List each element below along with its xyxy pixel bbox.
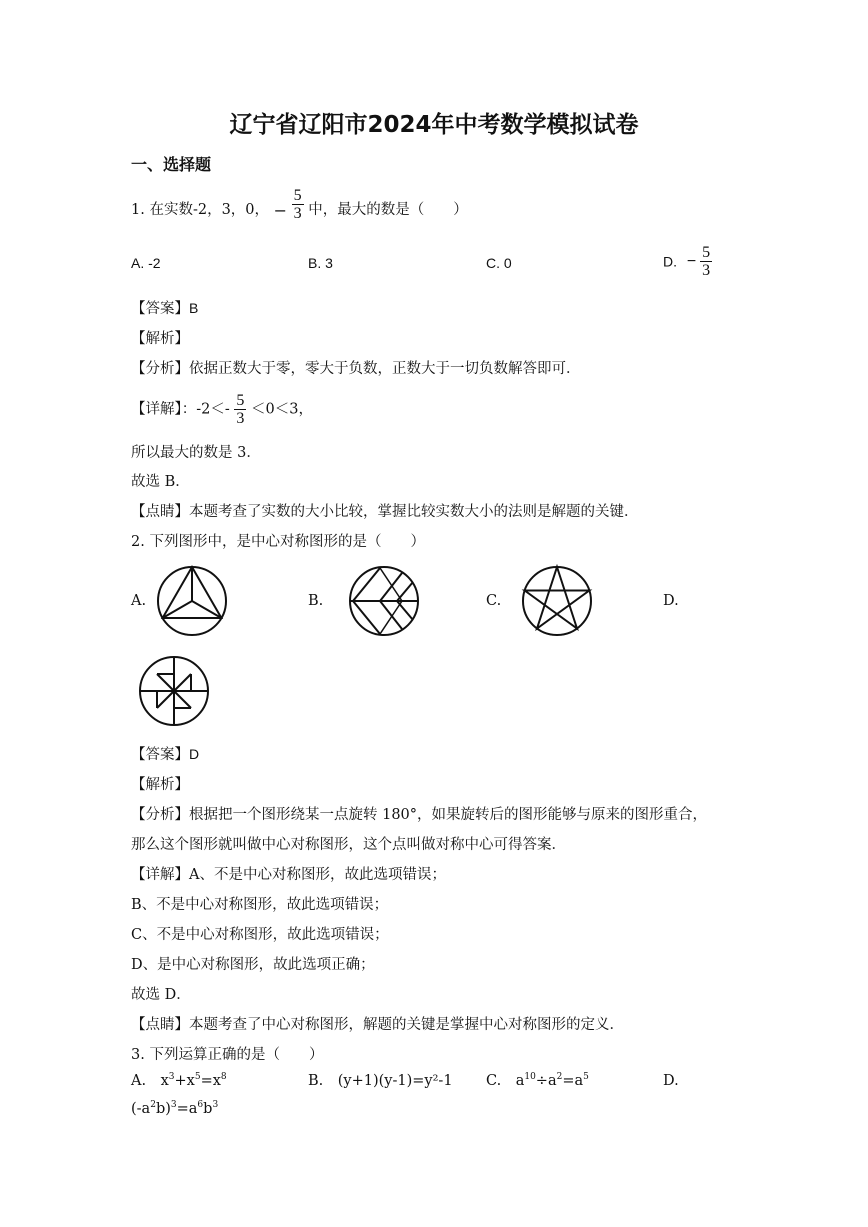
q2-fenxi-line2: 那么这个图形就叫做中心对称图形，这个点叫做对称中心可得答案．	[131, 837, 566, 853]
q1-option-c: C. 0	[486, 255, 512, 271]
q1-answer	[131, 297, 198, 318]
q3-option-b-label: B.	[308, 1073, 324, 1089]
q2-dianjing-text: 本题考查了中心对称图形，解题的关键是掌握中心对称图形的定义．	[189, 1017, 624, 1033]
q1-line-choose: 故选 B．	[131, 474, 190, 490]
page-title: 辽宁省辽阳市2024年中考数学模拟试卷	[229, 112, 639, 138]
q1-fraction-numerator: 5	[293, 186, 302, 204]
q3-option-d-label: D.	[663, 1073, 679, 1089]
q1-analysis-tag: 【解析】	[131, 331, 189, 347]
q1-detail-denominator: 3	[236, 410, 245, 427]
q3-stem: 3. 下列运算正确的是（ ）	[131, 1047, 324, 1063]
q1-detail-text-a: ：-2＜-	[181, 401, 230, 418]
q1-option-d-label: D.	[663, 253, 677, 270]
q1-detail-numerator: 5	[236, 392, 245, 409]
q2-dianjing	[131, 1013, 624, 1034]
q1-option-d	[663, 244, 712, 279]
q1-fenxi-tag: 【分析】	[131, 361, 189, 377]
q1-detail-fraction	[234, 392, 246, 427]
q2-detail-d: D、是中心对称图形，故此选项正确；	[131, 957, 375, 973]
q3-option-c-label: C.	[486, 1073, 502, 1089]
q2-answer-tag: 【答案】	[131, 747, 189, 763]
q3-option-d-expr: $(-a^2b)^3=a^6b^3$	[131, 1100, 219, 1117]
q2-analysis-tag: 【解析】	[131, 777, 189, 793]
q1-stem-text-b: 中，最大的数是（ ）	[308, 202, 468, 218]
q1-option-a: A. -2	[131, 255, 161, 271]
q2-fenxi-tag: 【分析】	[131, 807, 189, 823]
q2-answer-value: D	[189, 746, 200, 762]
q2-option-d-label: D.	[663, 593, 679, 609]
q2-figure-d	[137, 654, 211, 728]
q2-detail-a	[131, 863, 446, 884]
q1-option-d-fraction	[700, 244, 712, 279]
q2-detail-a-text: A、不是中心对称图形，故此选项错误；	[189, 867, 446, 883]
q1-option-d-numerator: 5	[702, 244, 711, 261]
q1-answer-tag: 【答案】	[131, 301, 189, 317]
q1-option-d-minus: −	[686, 252, 697, 270]
q1-detail-tag: 【详解】	[131, 401, 182, 418]
q3-option-c: C. $a^{10}\div a^2=a^5$	[486, 1072, 589, 1089]
q1-fraction	[292, 187, 304, 222]
q1-fenxi	[131, 357, 581, 378]
q1-dianjing-text: 本题考查了实数的大小比较，掌握比较实数大小的法则是解题的关键．	[189, 504, 639, 520]
q2-option-a-label: A.	[131, 593, 147, 609]
q2-detail-c: C、不是中心对称图形，故此选项错误；	[131, 927, 389, 943]
section-heading-choice: 一、选择题	[131, 155, 212, 174]
q1-fraction-denominator: 3	[293, 204, 302, 222]
q1-option-d-denominator: 3	[702, 262, 711, 279]
q1-answer-value: B	[189, 300, 199, 316]
q2-option-b-label: B.	[308, 593, 324, 609]
q3-option-b-expr: (y+1)(y-1)=y²-1	[337, 1073, 453, 1089]
q2-figure-c	[520, 564, 594, 638]
q1-detail	[131, 392, 313, 427]
q1-stem-text-a: 1. 在实数-2，3，0，	[131, 202, 270, 218]
q1-stem	[131, 186, 468, 222]
q2-detail-tag: 【详解】	[131, 867, 189, 883]
q3-option-a: A. $x^3+x^5=x^8$	[131, 1072, 227, 1089]
q2-fenxi-line1	[131, 803, 707, 824]
q2-dianjing-tag: 【点睛】	[131, 1017, 189, 1033]
q3-option-a-label: A.	[131, 1073, 147, 1089]
q2-fenxi-text-1: 根据把一个图形绕某一点旋转 180°，如果旋转后的图形能够与原来的图形重合，	[189, 807, 708, 823]
q2-figure-b	[347, 564, 421, 638]
q1-detail-text-b: ＜0＜3，	[251, 401, 313, 418]
q1-dianjing-tag: 【点睛】	[131, 504, 189, 520]
q1-minus-sign: −	[273, 200, 288, 220]
q1-dianjing	[131, 500, 639, 521]
q1-fenxi-text: 依据正数大于零，零大于负数，正数大于一切负数解答即可．	[189, 361, 581, 377]
q2-line-choose: 故选 D．	[131, 987, 191, 1003]
q2-stem: 2. 下列图形中，是中心对称图形的是（ ）	[131, 534, 425, 550]
q1-line-max: 所以最大的数是 3．	[131, 445, 261, 461]
q2-option-c-label: C.	[486, 593, 502, 609]
q3-option-b	[308, 1073, 453, 1089]
q2-answer	[131, 743, 199, 764]
q2-figure-a	[155, 564, 229, 638]
q1-option-b: B. 3	[308, 255, 333, 271]
q2-detail-b: B、不是中心对称图形，故此选项错误；	[131, 897, 389, 913]
